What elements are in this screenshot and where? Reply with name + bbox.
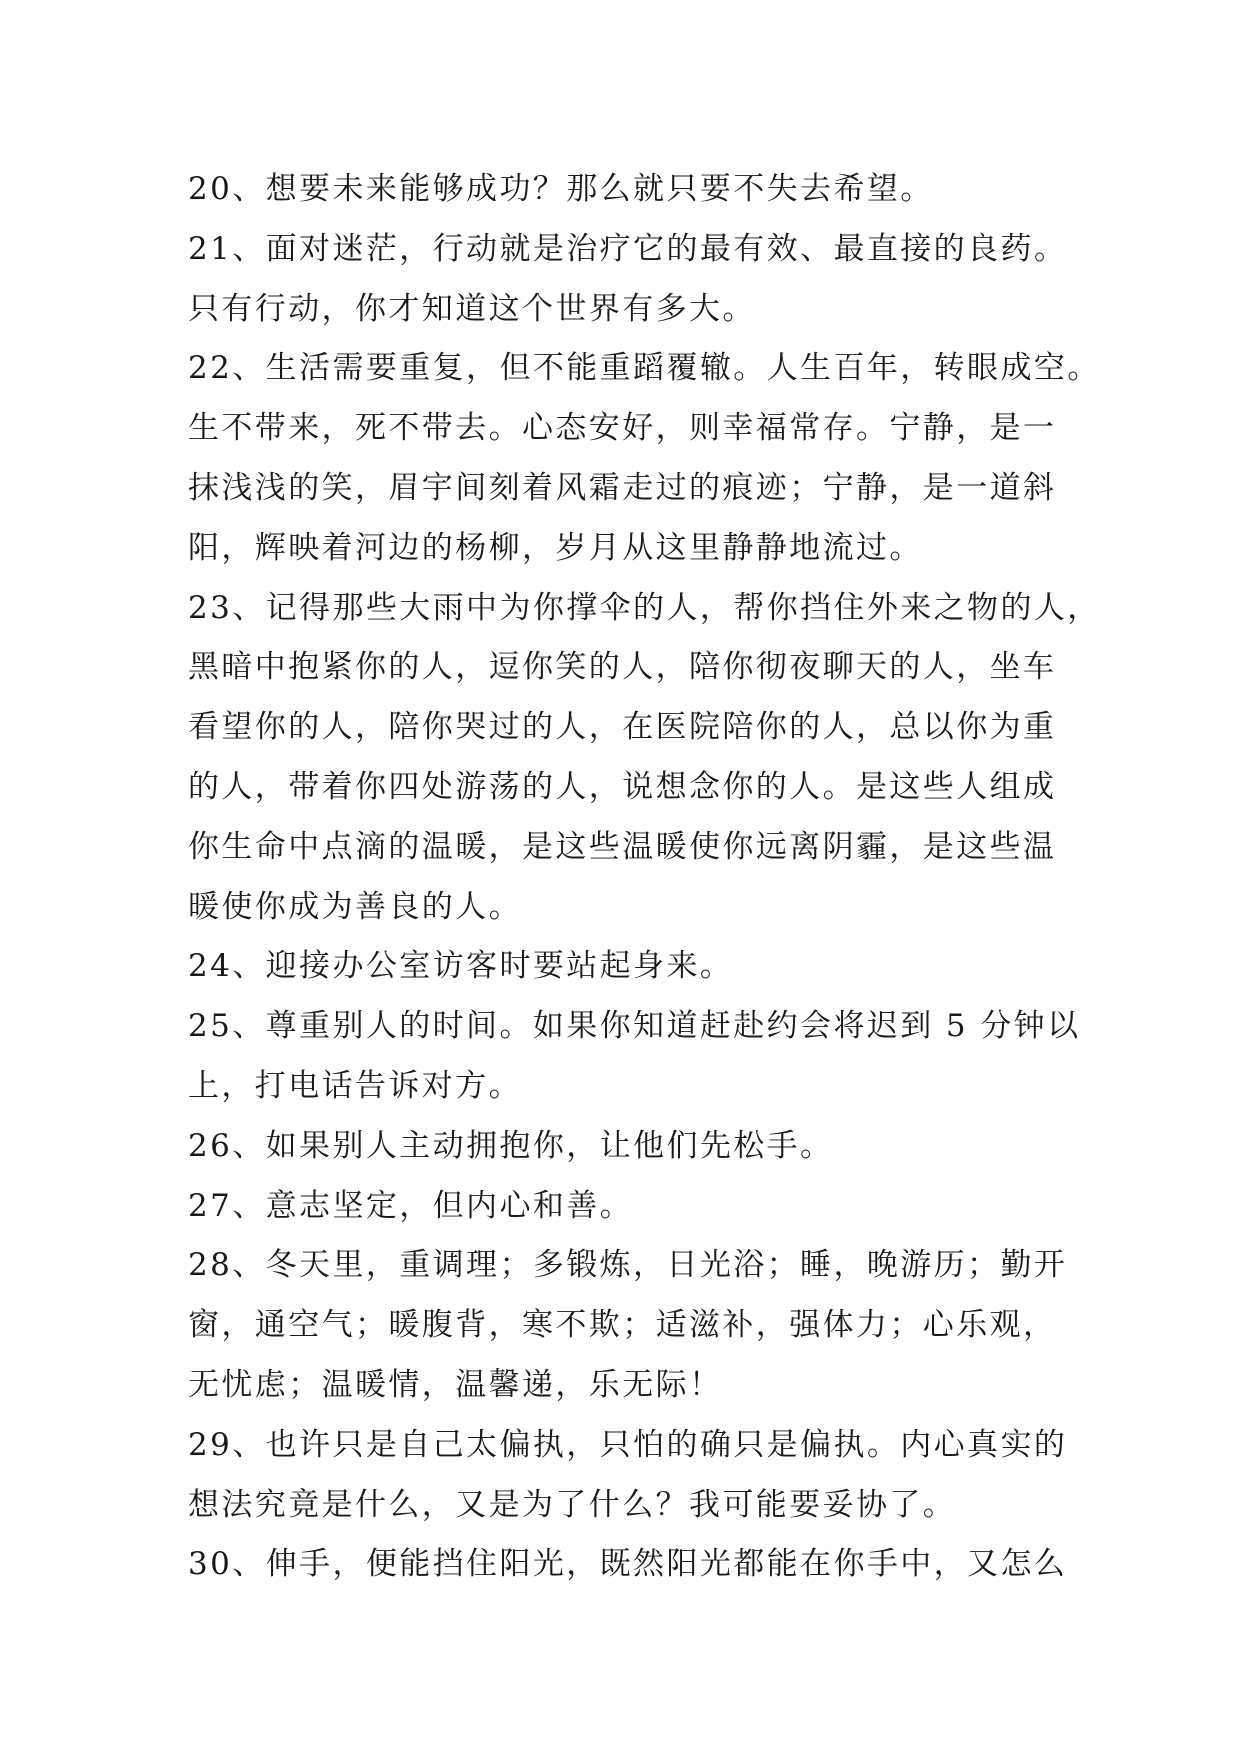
text-line: 27、意志坚定，但内心和善。 [188, 1187, 634, 1224]
text-line: 生不带来，死不带去。心态安好，则幸福常存。宁静，是一 [188, 410, 1057, 447]
text-line: 黑暗中抱紧你的人，逗你笑的人，陪你彻夜聊天的人，坐车 [188, 649, 1057, 686]
text-line: 26、如果别人主动拥抱你，让他们先松手。 [188, 1127, 834, 1164]
text-line: 阳，辉映着河边的杨柳，岁月从这里静静地流过。 [188, 529, 923, 566]
text-line: 窗，通空气；暖腹背，寒不欺；适滋补，强体力；心乐观， [188, 1307, 1057, 1344]
text-line: 暖使你成为善良的人。 [188, 888, 522, 925]
text-line: 想法究竟是什么，又是为了什么？我可能要妥协了。 [188, 1486, 957, 1523]
text-line: 的人，带着你四处游荡的人，说想念你的人。是这些人组成 [188, 768, 1057, 805]
text-line: 29、也许只是自己太偏执，只怕的确只是偏执。内心真实的 [188, 1426, 1068, 1463]
text-line: 只有行动，你才知道这个世界有多大。 [188, 290, 756, 327]
text-line: 23、记得那些大雨中为你撑伞的人，帮你挡住外来之物的人， [188, 589, 1101, 626]
document-body [188, 160, 1101, 1595]
text-line: 30、伸手，便能挡住阳光，既然阳光都能在你手中，又怎么 [188, 1546, 1068, 1583]
text-line: 抹浅浅的笑，眉宇间刻着风霜走过的痕迹；宁静，是一道斜 [188, 469, 1057, 506]
text-line: 28、冬天里，重调理；多锻炼，日光浴；睡，晚游历；勤开 [188, 1247, 1068, 1284]
text-line: 上，打电话告诉对方。 [188, 1067, 522, 1104]
text-line: 你生命中点滴的温暖，是这些温暖使你远离阴霾，是这些温 [188, 828, 1057, 865]
text-line: 24、迎接办公室访客时要站起身来。 [188, 948, 734, 985]
text-line: 25、尊重别人的时间。如果你知道赶赴约会将迟到 5 分钟以 [188, 1008, 1081, 1045]
text-line: 22、生活需要重复，但不能重蹈覆辙。人生百年，转眼成空。 [188, 350, 1101, 387]
text-line: 21、面对迷茫，行动就是治疗它的最有效、最直接的良药。 [188, 230, 1068, 267]
text-line: 无忧虑；温暖情，温馨递，乐无际！ [188, 1366, 723, 1403]
text-line: 20、想要未来能够成功？那么就只要不失去希望。 [188, 171, 934, 207]
text-line: 看望你的人，陪你哭过的人，在医院陪你的人，总以你为重 [188, 709, 1057, 746]
